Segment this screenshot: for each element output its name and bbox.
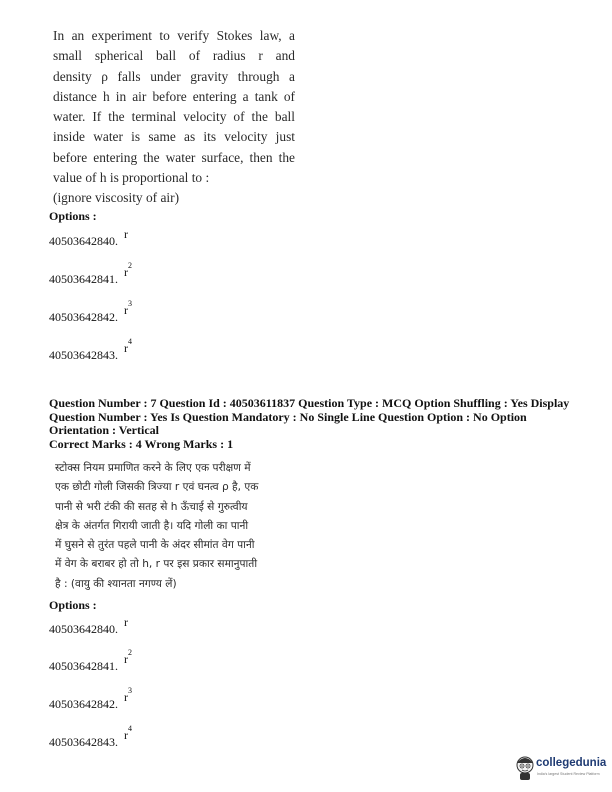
question-text-hindi (55, 459, 295, 594)
question-line: water. If the terminal velocity of the ball (53, 109, 295, 125)
option-item[interactable] (49, 724, 132, 750)
option-item[interactable] (49, 337, 132, 363)
question-line: में वेग के बराबर हो तो h, r पर इस प्रकार समानुपाती (55, 558, 258, 571)
metadata-line: Correct Marks : 4 Wrong Marks : 1 (49, 436, 234, 451)
option-value: r (124, 227, 128, 241)
option-id: 40503642841. (49, 272, 118, 286)
option-item[interactable] (49, 686, 132, 712)
logo-text: collegedunia (536, 757, 607, 769)
question-line: before entering the water surface, then the (53, 149, 295, 165)
question-line: एक छोटी गोली जिसकी त्रिज्या r एवं घनत्व ρ है, एक (55, 481, 259, 494)
question-line: value of h is proportional to : (53, 170, 210, 186)
question-line: density ρ falls under gravity through a (53, 68, 295, 84)
option-id: 40503642840. (49, 234, 118, 248)
question-line: In an experiment to verify Stokes law, a (53, 28, 295, 43)
option-item[interactable] (49, 227, 128, 249)
metadata-line: Question Number : 7 Question Id : 40503611837 Question Type : MCQ Option Shuffling : Yes Display (49, 396, 570, 410)
options-label: Options : (49, 209, 97, 223)
question-line: inside water is same as its velocity just (53, 129, 295, 145)
option-id: 40503642840. (49, 622, 118, 636)
option-id: 40503642842. (49, 310, 118, 324)
option-id: 40503642842. (49, 697, 118, 711)
metadata-line: Question Number : Yes Is Question Mandatory : No Single Line Question Option : No Option (49, 409, 527, 424)
question-line: small spherical ball of radius r and (53, 48, 295, 64)
question-metadata (49, 397, 589, 451)
option-value: r (124, 615, 128, 629)
option-item[interactable] (49, 648, 132, 674)
question-line: है : (वायु की श्यानता नगण्य लें) (55, 577, 177, 590)
logo-tagline: India's largest Student Review Platform (537, 772, 600, 776)
option-value: $r^4$ (124, 337, 132, 355)
metadata-line: Orientation : Vertical (49, 423, 159, 438)
option-item[interactable] (49, 615, 128, 637)
option-item[interactable] (49, 299, 132, 325)
option-id: 40503642843. (49, 735, 118, 749)
mascot-icon (514, 755, 536, 781)
options-label: Options : (49, 598, 97, 612)
question-line: (ignore viscosity of air) (53, 190, 180, 206)
question-line: में घुसने से तुरंत पहले पानी के अंदर सीमांत वेग पानी (55, 539, 255, 552)
option-value: $r^2$ (124, 261, 132, 279)
question-line: distance h in air before entering a tank of (53, 88, 295, 104)
question-line: क्षेत्र के अंतर्गत गिरायी जाती है। यदि गोली का पानी (55, 519, 249, 532)
question-text-english (53, 26, 295, 209)
option-item[interactable] (49, 261, 132, 287)
collegedunia-logo[interactable] (514, 755, 607, 785)
option-id: 40503642841. (49, 659, 118, 673)
option-id: 40503642843. (49, 348, 118, 362)
option-value: $r^4$ (124, 724, 132, 742)
question-line: स्टोक्स नियम प्रमाणित करने के लिए एक परीक्षण में (55, 462, 251, 474)
option-value: $r^3$ (124, 686, 132, 704)
question-line: पानी से भरी टंकी की सतह से h ऊँचाई से गुरुत्वीय (55, 500, 248, 513)
option-value: $r^2$ (124, 648, 132, 666)
option-value: $r^3$ (124, 299, 132, 317)
